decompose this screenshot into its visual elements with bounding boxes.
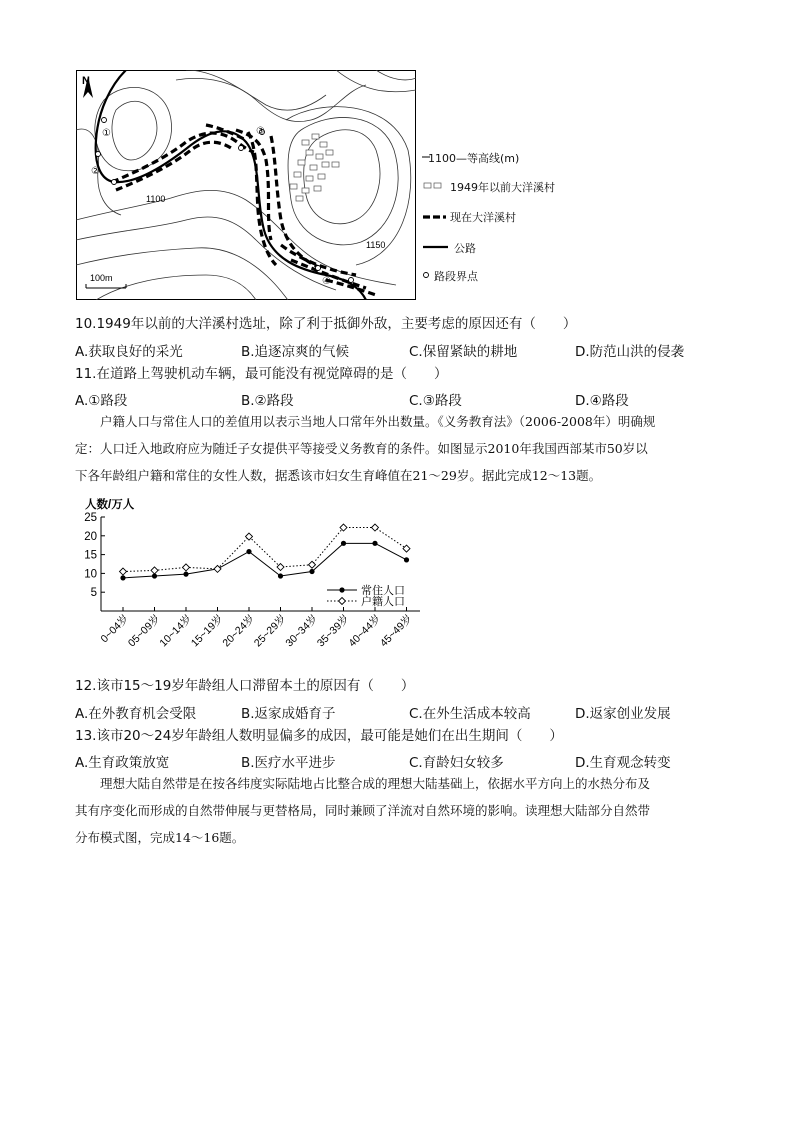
q11-option-c[interactable]: C.③路段: [409, 393, 462, 409]
registered-point: [246, 533, 253, 540]
contour-map: [76, 70, 416, 300]
legend-new-village: 现在大洋溪村: [450, 211, 516, 224]
q12-option-d[interactable]: D.返家创业发展: [575, 706, 671, 722]
registered-point: [372, 524, 379, 531]
passage-1-line-3: 下各年龄组户籍和常住的女性人数，据悉该市妇女生育峰值在21～29岁。据此完成12～13题。: [75, 468, 602, 483]
chart-legend: [327, 583, 405, 608]
legend-symbols: [422, 148, 452, 288]
x-tick-label: 35~39岁: [314, 612, 352, 650]
x-tick-label: 25~29岁: [251, 612, 289, 650]
y-tick-label: 15: [84, 549, 97, 562]
legend-old-village: 1949年以前大洋溪村: [450, 181, 555, 194]
resident-point: [341, 541, 346, 546]
q13-option-c[interactable]: C.育龄妇女较多: [409, 755, 504, 771]
q11-option-d[interactable]: D.④路段: [575, 393, 629, 409]
passage-2-line-3: 分布模式图，完成14～16题。: [75, 830, 245, 845]
registered-point: [277, 564, 284, 571]
population-chart-svg: [75, 495, 435, 673]
scale-label: 100m: [90, 273, 113, 283]
north-label: N: [82, 75, 90, 87]
q10-option-b[interactable]: B.追逐凉爽的气候: [241, 344, 350, 360]
point-label-3: ③: [256, 126, 265, 137]
resident-point: [309, 569, 314, 574]
x-tick-label: 10~14岁: [157, 612, 195, 650]
x-tick-label: 20~24岁: [220, 612, 258, 650]
series-line-registered: [123, 528, 407, 572]
q12-option-b[interactable]: B.返家成婚育子: [241, 706, 336, 722]
question-11-stem: 11.在道路上驾驶机动车辆，最可能没有视觉障碍的是（ ）: [75, 366, 448, 382]
q10-option-d[interactable]: D.防范山洪的侵袭: [575, 344, 685, 360]
resident-point: [183, 572, 188, 577]
population-chart: [75, 495, 435, 673]
resident-point: [120, 575, 125, 580]
x-tick-label: 40~44岁: [346, 612, 384, 650]
x-tick-label: 30~34岁: [283, 612, 321, 650]
contour-label-1150: 1150: [366, 240, 386, 250]
q12-option-c[interactable]: C.在外生活成本较高: [409, 706, 531, 722]
registered-point: [309, 561, 316, 568]
q10-option-c[interactable]: C.保留紧缺的耕地: [409, 344, 518, 360]
contour-label-1100: 1100: [146, 194, 166, 204]
question-13-stem: 13.该市20～24岁年龄组人数明显偏多的成因，最可能是她们在出生期间（ ）: [75, 728, 563, 744]
map-legend: [422, 148, 562, 288]
q11-option-a[interactable]: A.①路段: [75, 393, 128, 409]
point-label-1: ①: [102, 128, 111, 139]
legend-registered: 户籍人口: [361, 596, 405, 608]
point-label-4: ④: [322, 276, 331, 287]
resident-point: [278, 573, 283, 578]
passage-2-line-1: 理想大陆自然带是在按各纬度实际陆地占比整合成的理想大陆基础上，依据水平方向上的水热分布及: [100, 776, 651, 791]
series-line-resident: [123, 543, 407, 578]
legend-road: 公路: [454, 242, 476, 255]
passage-2-line-2: 其有序变化而形成的自然带伸展与更替格局，同时兼顾了洋流对自然环境的影响。读理想大陆部分自然带: [75, 803, 651, 818]
legend-endpoint: 路段界点: [434, 270, 478, 283]
q13-option-b[interactable]: B.医疗水平进步: [241, 755, 336, 771]
chart-ylabel: 人数/万人: [85, 499, 135, 511]
q13-option-a[interactable]: A.生育政策放宽: [75, 755, 170, 771]
y-tick-label: 5: [90, 587, 97, 600]
passage-1-line-1: 户籍人口与常住人口的差值用以表示当地人口常年外出数量。《义务教育法》（2006-2008年）明确规: [100, 414, 656, 429]
passage-1-line-2: 定：人口迁入地政府应为随迁子女提供平等接受义务教育的条件。如图显示2010年我国西部某市50岁以: [75, 441, 648, 456]
question-12-stem: 12.该市15～19岁年龄组人口滞留本土的原因有（ ）: [75, 678, 415, 694]
registered-point: [151, 567, 158, 574]
registered-point: [183, 564, 190, 571]
registered-point: [403, 545, 410, 552]
q12-option-a[interactable]: A.在外教育机会受限: [75, 706, 197, 722]
x-tick-label: 45~49岁: [377, 612, 415, 650]
registered-point: [340, 524, 347, 531]
point-label-2: ②: [91, 166, 100, 177]
y-tick-label: 20: [84, 530, 97, 543]
map-figure: [76, 70, 416, 300]
legend-resident: 常住人口: [361, 585, 405, 597]
y-tick-label: 10: [84, 568, 97, 581]
x-tick-label: 15~19岁: [188, 612, 226, 650]
legend-contour: 1100—等高线(m): [428, 152, 520, 165]
resident-point: [372, 541, 377, 546]
q10-option-a[interactable]: A.获取良好的采光: [75, 344, 183, 360]
x-tick-label: 05~09岁: [125, 612, 163, 650]
y-tick-label: 25: [84, 512, 97, 524]
registered-point: [120, 568, 127, 575]
q13-option-d[interactable]: D.生育观念转变: [575, 755, 671, 771]
resident-point: [246, 549, 251, 554]
q11-option-b[interactable]: B.②路段: [241, 393, 294, 409]
x-tick-label: 0~04岁: [98, 612, 132, 646]
question-10-stem: 10.1949年以前的大洋溪村选址，除了利于抵御外敌，主要考虑的原因还有（ ）: [75, 316, 577, 332]
resident-point: [404, 557, 409, 562]
